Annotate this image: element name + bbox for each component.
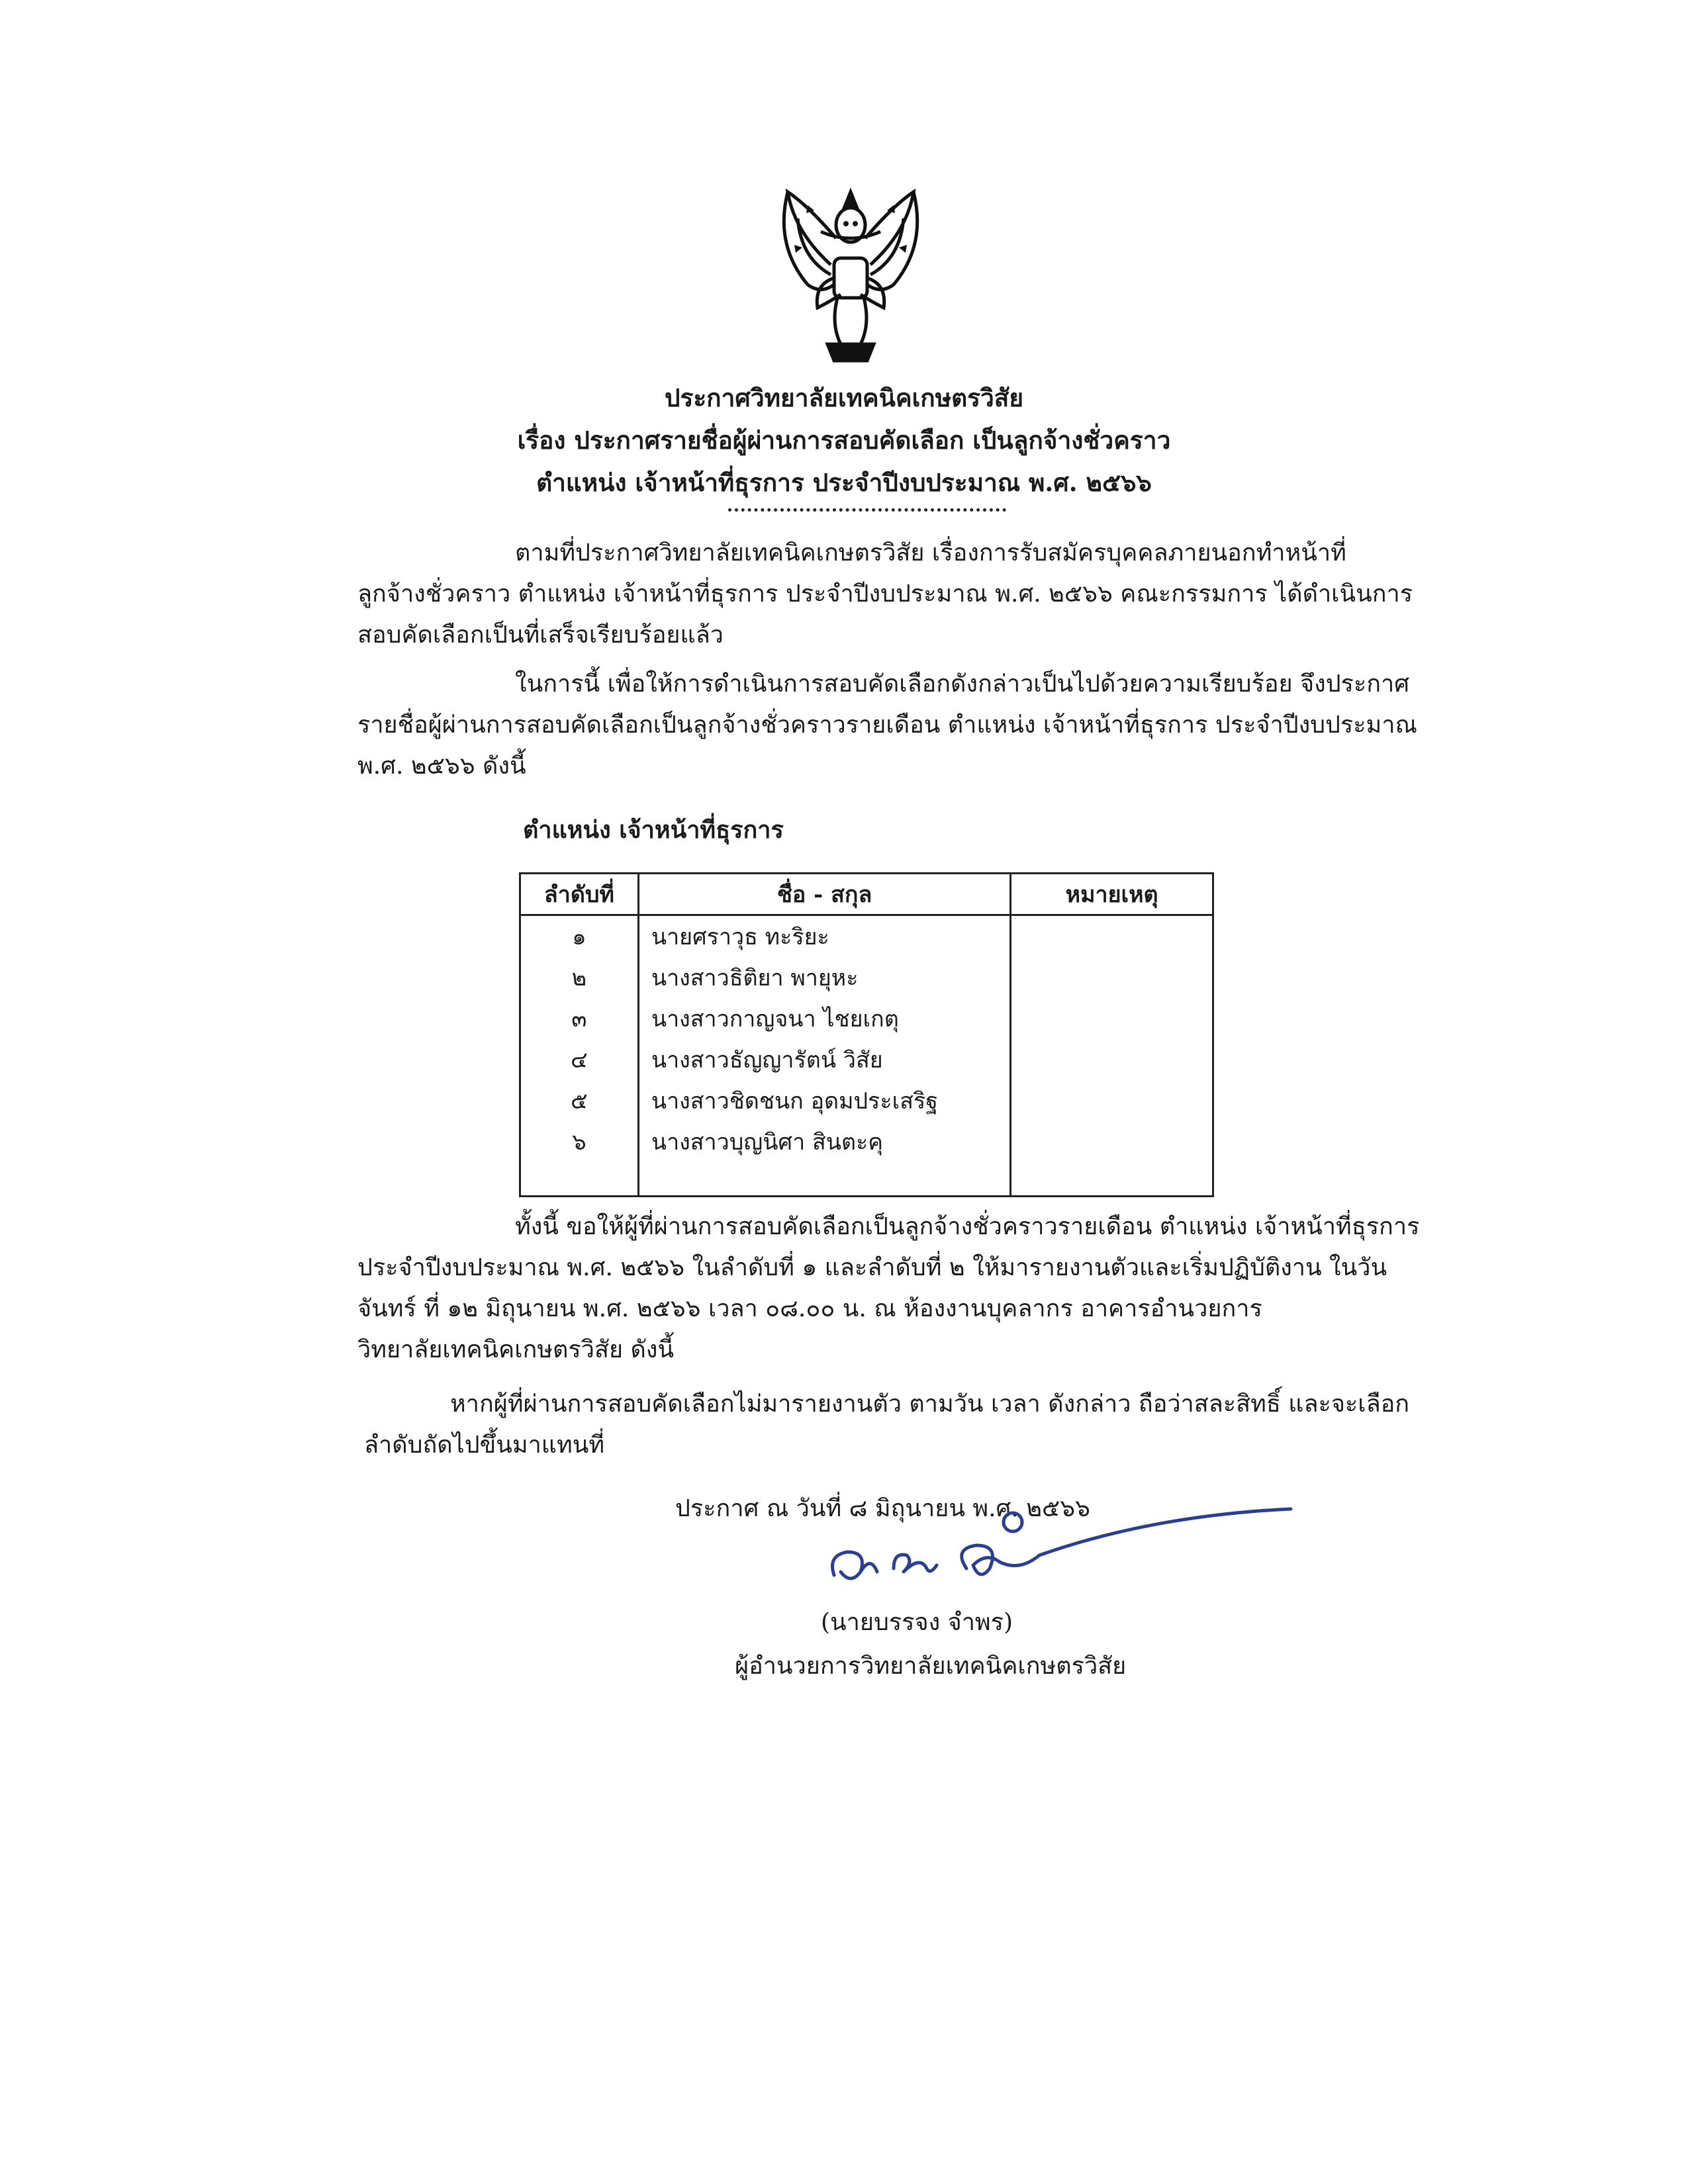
paragraph-2-line-3: พ.ศ. ๒๕๖๖ ดังนี้ bbox=[357, 752, 526, 780]
row-order: ๔ bbox=[520, 1039, 639, 1080]
header-order: ลำดับที่ bbox=[520, 874, 639, 915]
table-row bbox=[520, 1121, 1213, 1162]
position-heading: ตำแหน่ง เจ้าหน้าที่ธุรการ bbox=[523, 816, 784, 844]
row-remark bbox=[1011, 915, 1213, 958]
announcement-date: ประกาศ ณ วันที่ ๘ มิถุนายน พ.ศ. ๒๕๖๖ bbox=[675, 1495, 1090, 1522]
table-row bbox=[520, 1080, 1213, 1121]
empty-cell bbox=[520, 1162, 639, 1197]
signer-title: ผู้อำนวยการวิทยาลัยเทคนิคเกษตรวิสัย bbox=[735, 1653, 1127, 1680]
table-row bbox=[520, 1039, 1213, 1080]
paragraph-3-line-3: จันทร์ ที่ ๑๒ มิถุนายน พ.ศ. ๒๕๖๖ เวลา ๐๘.๐๐ น. ณ ห้องงานบุคลากร อาคารอำนวยการ bbox=[357, 1295, 1262, 1322]
row-remark bbox=[1011, 1121, 1213, 1162]
row-order: ๓ bbox=[520, 998, 639, 1039]
paragraph-3-line-2: ประจำปีงบประมาณ พ.ศ. ๒๕๖๖ ในลำดับที่ ๑ และลำดับที่ ๒ ให้มารายงานตัวและเริ่มปฏิบัติงาน ในวัน bbox=[357, 1254, 1387, 1281]
row-remark bbox=[1011, 957, 1213, 998]
row-name: นางสาวบุญนิศา สินตะคุ bbox=[638, 1121, 1010, 1162]
paragraph-4-line-2: ลำดับถัดไปขึ้นมาแทนที่ bbox=[364, 1432, 605, 1459]
paragraph-1-line-3: สอบคัดเลือกเป็นที่เสร็จเรียบร้อยแล้ว bbox=[357, 621, 724, 649]
row-remark bbox=[1011, 1039, 1213, 1080]
garuda-emblem bbox=[768, 179, 933, 371]
table-header-row bbox=[520, 874, 1213, 915]
signer-name: (นายบรรจง จำพร) bbox=[821, 1609, 1013, 1636]
table-row bbox=[520, 957, 1213, 998]
row-name: นางสาวชิดชนก อุดมประเสริฐ bbox=[638, 1080, 1010, 1121]
header-org: ประกาศวิทยาลัยเทคนิคเกษตรวิสัย bbox=[664, 383, 1024, 412]
paragraph-3-line-1: ทั้งนี้ ขอให้ผู้ที่ผ่านการสอบคัดเลือกเป็นลูกจ้างชั่วคราวรายเดือน ตำแหน่ง เจ้าหน้าที่ธุรการ bbox=[515, 1213, 1420, 1240]
table-row-empty bbox=[520, 1162, 1213, 1197]
table-row bbox=[520, 998, 1213, 1039]
paragraph-2-line-2: รายชื่อผู้ผ่านการสอบคัดเลือกเป็นลูกจ้างชั่วคราวรายเดือน ตำแหน่ง เจ้าหน้าที่ธุรการ ประจำปีงบประมาณ bbox=[357, 711, 1417, 739]
results-table bbox=[519, 872, 1214, 1197]
table-row bbox=[520, 915, 1213, 958]
paragraph-4-line-1: หากผู้ที่ผ่านการสอบคัดเลือกไม่มารายงานตัว ตามวัน เวลา ดังกล่าว ถือว่าสละสิทธิ์ และจะเลือก bbox=[450, 1390, 1410, 1418]
row-name: นางสาวกาญจนา ไชยเกตุ bbox=[638, 998, 1010, 1039]
paragraph-3-line-4: วิทยาลัยเทคนิคเกษตรวิสัย ดังนี้ bbox=[357, 1336, 675, 1363]
row-remark bbox=[1011, 1080, 1213, 1121]
header-subject: เรื่อง ประกาศรายชื่อผู้ผ่านการสอบคัดเลือก เป็นลูกจ้างชั่วคราว bbox=[517, 426, 1171, 455]
header-remark: หมายเหตุ bbox=[1011, 874, 1213, 915]
paragraph-1-line-2: ลูกจ้างชั่วคราว ตำแหน่ง เจ้าหน้าที่ธุรการ ประจำปีงบประมาณ พ.ศ. ๒๕๖๖ คณะกรรมการ ได้ดำเนินการ bbox=[357, 580, 1413, 608]
paragraph-1-line-1: ตามที่ประกาศวิทยาลัยเทคนิคเกษตรวิสัย เรื่องการรับสมัครบุคคลภายนอกทำหน้าที่ bbox=[515, 539, 1346, 567]
paragraph-2-line-1: ในการนี้ เพื่อให้การดำเนินการสอบคัดเลือกดังกล่าวเป็นไปด้วยความเรียบร้อย จึงประกาศ bbox=[515, 670, 1410, 698]
row-order: ๒ bbox=[520, 957, 639, 998]
row-name: นายศราวุธ ทะริยะ bbox=[638, 915, 1010, 958]
row-name: นางสาวธัญญารัตน์ วิสัย bbox=[638, 1039, 1010, 1080]
empty-cell bbox=[638, 1162, 1010, 1197]
header-divider bbox=[728, 508, 1006, 512]
row-order: ๖ bbox=[520, 1121, 639, 1162]
empty-cell bbox=[1011, 1162, 1213, 1197]
row-order: ๑ bbox=[520, 915, 639, 958]
header-name: ชื่อ - สกุล bbox=[638, 874, 1010, 915]
row-name: นางสาวธิติยา พายุหะ bbox=[638, 957, 1010, 998]
row-remark bbox=[1011, 998, 1213, 1039]
signature-image bbox=[821, 1489, 1297, 1595]
header-position: ตำแหน่ง เจ้าหน้าที่ธุรการ ประจำปีงบประมาณ พ.ศ. ๒๕๖๖ bbox=[536, 468, 1152, 497]
row-order: ๕ bbox=[520, 1080, 639, 1121]
